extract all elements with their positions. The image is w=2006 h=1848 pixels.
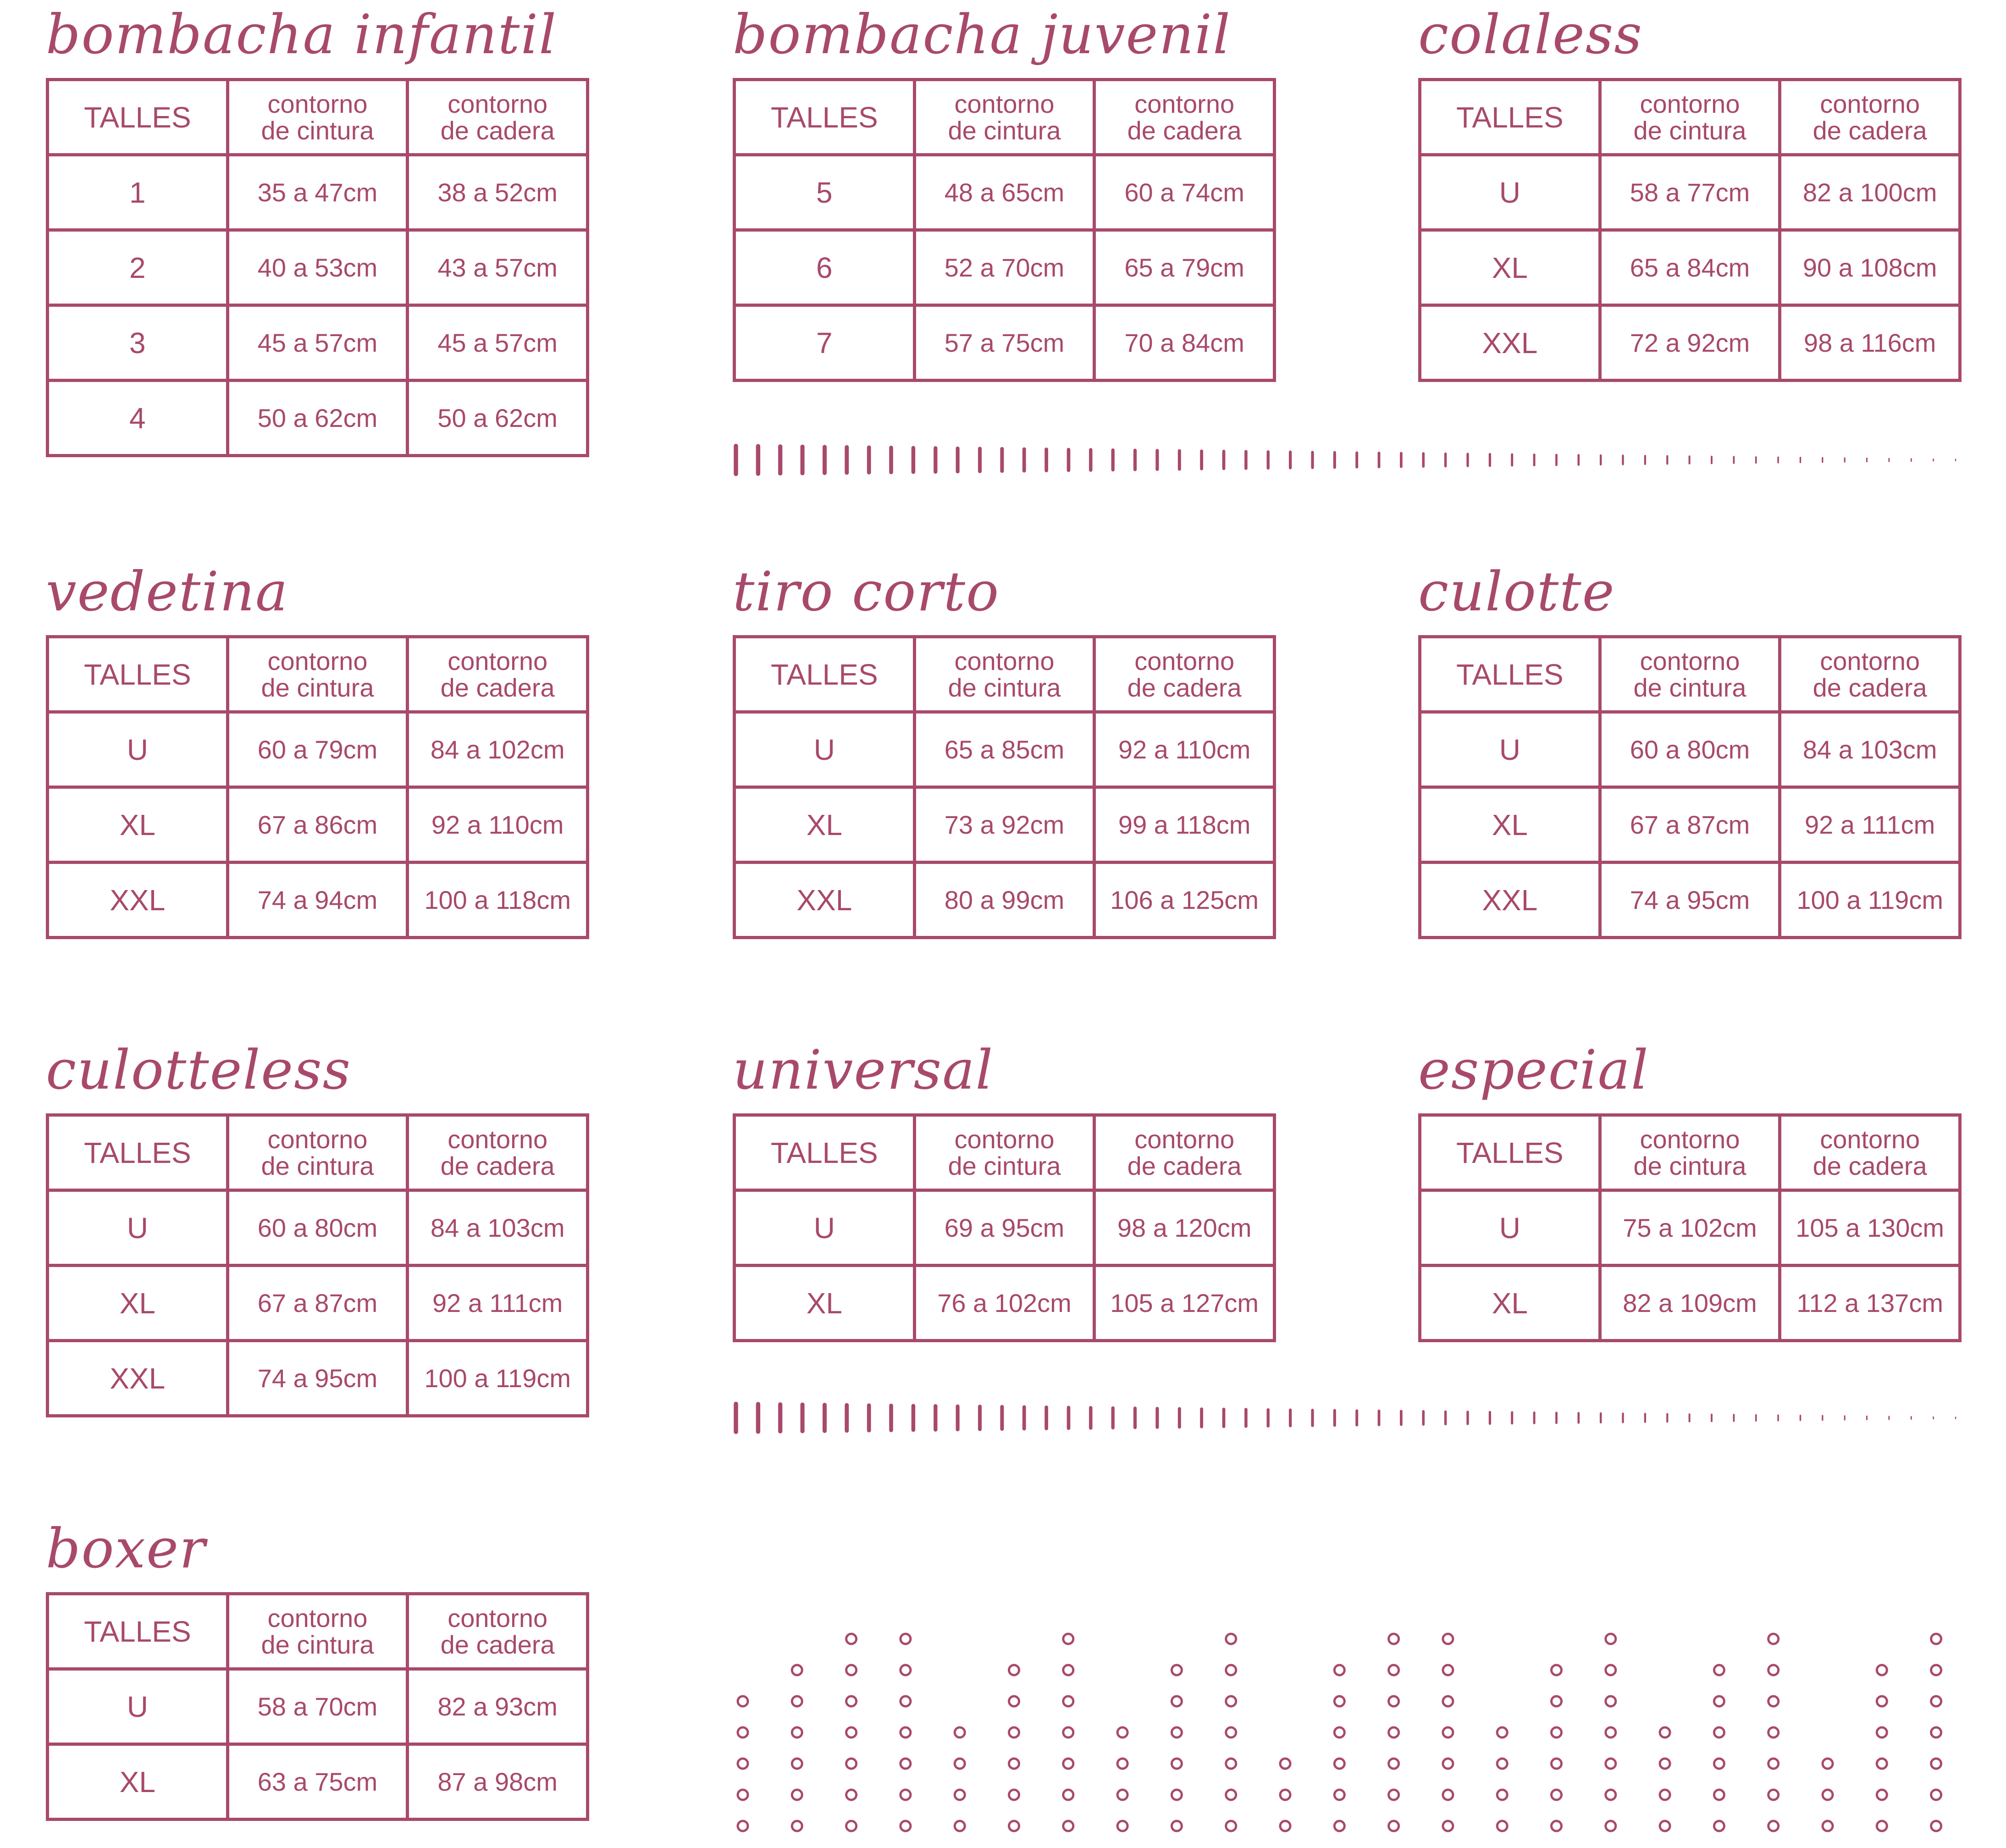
cell-talle: XL	[1420, 230, 1600, 305]
dot-circle	[901, 1821, 911, 1831]
section-title: culotteless	[46, 1038, 352, 1101]
dot-circle	[1117, 1759, 1127, 1769]
dot-circle	[1009, 1759, 1019, 1769]
dot-circle	[1063, 1727, 1073, 1737]
dot-circle	[1931, 1634, 1941, 1644]
dot-circle	[1552, 1790, 1562, 1800]
cell-cadera: 92 a 111cm	[408, 1266, 588, 1341]
dot-circle	[1497, 1727, 1507, 1737]
cell-cadera: 105 a 127cm	[1094, 1266, 1275, 1341]
cell-cadera: 100 a 119cm	[408, 1341, 588, 1416]
dot-circle	[1552, 1665, 1562, 1675]
cell-cintura: 45 a 57cm	[227, 305, 408, 381]
cell-cintura: 72 a 92cm	[1600, 305, 1780, 381]
dot-circle	[1823, 1821, 1833, 1831]
cell-cintura: 60 a 80cm	[227, 1190, 408, 1266]
cell-talle: 2	[48, 230, 228, 305]
dot-circle	[1823, 1790, 1833, 1800]
fading-tick-line-icon	[736, 1404, 1956, 1432]
header-cadera: contorno de cadera	[408, 1594, 588, 1669]
dot-circle	[901, 1759, 911, 1769]
dot-circle	[846, 1696, 857, 1706]
dot-circle	[1334, 1790, 1344, 1800]
dot-circle	[1552, 1696, 1562, 1706]
dot-circle	[1226, 1696, 1236, 1706]
header-cintura: contorno de cintura	[227, 80, 408, 155]
dot-circle	[1606, 1790, 1616, 1800]
cell-talle: XL	[48, 1266, 228, 1341]
header-cadera: contorno de cadera	[408, 637, 588, 712]
dot-circle	[792, 1759, 802, 1769]
dot-circle	[1768, 1821, 1779, 1831]
dot-circle	[1389, 1665, 1399, 1675]
dot-circle	[1063, 1696, 1073, 1706]
dot-circle	[1714, 1665, 1724, 1675]
header-cadera: contorno de cadera	[1780, 637, 1960, 712]
dot-circle	[1389, 1821, 1399, 1831]
dot-circle	[846, 1759, 857, 1769]
dot-circle	[846, 1821, 857, 1831]
dot-circle	[1009, 1696, 1019, 1706]
dot-circle	[1280, 1821, 1290, 1831]
dot-circle	[846, 1790, 857, 1800]
cell-talle: XL	[48, 787, 228, 863]
cell-talle: XXL	[735, 863, 915, 938]
header-talles: TALLES	[735, 637, 915, 712]
dot-circle	[1009, 1790, 1019, 1800]
dot-circle	[792, 1790, 802, 1800]
dot-circle	[1009, 1727, 1019, 1737]
cell-cintura: 65 a 84cm	[1600, 230, 1780, 305]
dot-circle	[738, 1759, 748, 1769]
dot-circle	[1226, 1727, 1236, 1737]
dot-circle	[1063, 1821, 1073, 1831]
dot-circle	[792, 1821, 802, 1831]
header-cintura: contorno de cintura	[914, 1115, 1094, 1190]
dot-circle	[1931, 1759, 1941, 1769]
cell-cadera: 100 a 119cm	[1780, 863, 1960, 938]
cell-talle: 1	[48, 155, 228, 230]
dot-circle	[1931, 1790, 1941, 1800]
dot-circle	[1768, 1759, 1779, 1769]
dot-circle	[1552, 1727, 1562, 1737]
section-title: culotte	[1418, 560, 1615, 623]
cell-cintura: 67 a 86cm	[227, 787, 408, 863]
dot-circle	[955, 1759, 965, 1769]
dot-circle	[1660, 1790, 1670, 1800]
dot-circle	[1606, 1634, 1616, 1644]
header-cadera: contorno de cadera	[1094, 80, 1275, 155]
cell-talle: U	[1420, 1190, 1600, 1266]
header-cintura: contorno de cintura	[227, 637, 408, 712]
dot-circle	[1552, 1821, 1562, 1831]
header-cintura: contorno de cintura	[1600, 80, 1780, 155]
cell-cadera: 99 a 118cm	[1094, 787, 1275, 863]
cell-cadera: 50 a 62cm	[408, 381, 588, 456]
dot-circle	[1389, 1727, 1399, 1737]
header-cadera: contorno de cadera	[1780, 1115, 1960, 1190]
dot-circle	[1389, 1790, 1399, 1800]
cell-talle: XL	[735, 787, 915, 863]
cell-talle: 3	[48, 305, 228, 381]
dot-circle	[955, 1821, 965, 1831]
dot-circle	[1009, 1665, 1019, 1675]
header-cadera: contorno de cadera	[408, 1115, 588, 1190]
cell-cintura: 60 a 79cm	[227, 712, 408, 787]
cell-cadera: 43 a 57cm	[408, 230, 588, 305]
header-talles: TALLES	[735, 1115, 915, 1190]
dot-circle	[1823, 1759, 1833, 1769]
dot-circle	[846, 1634, 857, 1644]
dot-circle	[1334, 1665, 1344, 1675]
dot-circle	[1714, 1759, 1724, 1769]
dot-circle	[1877, 1727, 1887, 1737]
dot-circle	[1063, 1665, 1073, 1675]
section-title: vedetina	[46, 560, 289, 623]
cell-cintura: 58 a 77cm	[1600, 155, 1780, 230]
header-talles: TALLES	[48, 80, 228, 155]
cell-talle: XL	[1420, 1266, 1600, 1341]
dot-circle	[1768, 1665, 1779, 1675]
dot-circle	[1063, 1634, 1073, 1644]
section-title: bombacha juvenil	[733, 3, 1231, 66]
dot-circle	[1117, 1821, 1127, 1831]
dot-circle	[1443, 1696, 1453, 1706]
dot-circle	[1172, 1759, 1182, 1769]
dot-circle	[1660, 1759, 1670, 1769]
dot-circle	[792, 1727, 802, 1737]
cell-cadera: 84 a 103cm	[408, 1190, 588, 1266]
cell-cintura: 50 a 62cm	[227, 381, 408, 456]
header-talles: TALLES	[1420, 80, 1600, 155]
cell-talle: XXL	[1420, 305, 1600, 381]
dot-circle	[1931, 1696, 1941, 1706]
header-cadera: contorno de cadera	[1094, 637, 1275, 712]
cell-cintura: 48 a 65cm	[914, 155, 1094, 230]
dot-circle	[738, 1821, 748, 1831]
dot-circle	[1497, 1821, 1507, 1831]
dot-circle	[846, 1727, 857, 1737]
dot-circle	[1714, 1696, 1724, 1706]
fading-tick-line-icon	[736, 446, 1956, 474]
cell-talle: XXL	[1420, 863, 1600, 938]
cell-cintura: 75 a 102cm	[1600, 1190, 1780, 1266]
header-cadera: contorno de cadera	[1094, 1115, 1275, 1190]
cell-talle: XL	[735, 1266, 915, 1341]
cell-cadera: 70 a 84cm	[1094, 305, 1275, 381]
cell-cadera: 45 a 57cm	[408, 305, 588, 381]
cell-cintura: 35 a 47cm	[227, 155, 408, 230]
header-cintura: contorno de cintura	[1600, 637, 1780, 712]
dot-circle	[955, 1727, 965, 1737]
dot-circle	[1389, 1696, 1399, 1706]
cell-cadera: 90 a 108cm	[1780, 230, 1960, 305]
dot-circle	[1768, 1696, 1779, 1706]
cell-talle: XL	[1420, 787, 1600, 863]
header-cadera: contorno de cadera	[408, 80, 588, 155]
dot-circle	[1172, 1821, 1182, 1831]
cell-cadera: 82 a 100cm	[1780, 155, 1960, 230]
dot-circle	[1063, 1790, 1073, 1800]
dot-circle	[1931, 1821, 1941, 1831]
cell-cadera: 84 a 102cm	[408, 712, 588, 787]
dot-circle	[1443, 1727, 1453, 1737]
dot-circle	[1606, 1727, 1616, 1737]
dot-circle	[1443, 1790, 1453, 1800]
dot-circle	[1334, 1727, 1344, 1737]
dot-circle	[1334, 1696, 1344, 1706]
dot-circle	[1606, 1696, 1616, 1706]
dot-circle	[1226, 1665, 1236, 1675]
dot-circle	[901, 1665, 911, 1675]
dot-circle	[901, 1727, 911, 1737]
header-cintura: contorno de cintura	[227, 1115, 408, 1190]
header-talles: TALLES	[48, 1594, 228, 1669]
cell-talle: 6	[735, 230, 915, 305]
header-cintura: contorno de cintura	[914, 80, 1094, 155]
dot-circle	[1606, 1821, 1616, 1831]
header-talles: TALLES	[1420, 1115, 1600, 1190]
dot-circle	[1443, 1634, 1453, 1644]
cell-cadera: 60 a 74cm	[1094, 155, 1275, 230]
dot-circle	[792, 1696, 802, 1706]
dot-circle	[1226, 1821, 1236, 1831]
cell-talle: 5	[735, 155, 915, 230]
section-title: universal	[733, 1038, 994, 1101]
cell-cadera: 92 a 110cm	[408, 787, 588, 863]
dot-circle	[1172, 1665, 1182, 1675]
cell-cintura: 63 a 75cm	[227, 1744, 408, 1820]
dot-circle	[1606, 1759, 1616, 1769]
section-title: bombacha infantil	[46, 3, 557, 66]
dot-circle	[1768, 1727, 1779, 1737]
dot-circle	[1389, 1759, 1399, 1769]
cell-cintura: 80 a 99cm	[914, 863, 1094, 938]
dot-circle	[1606, 1665, 1616, 1675]
cell-cintura: 65 a 85cm	[914, 712, 1094, 787]
dot-circle	[1877, 1665, 1887, 1675]
section-title: colaless	[1418, 3, 1643, 66]
dot-circle	[1443, 1759, 1453, 1769]
dot-circle	[1280, 1790, 1290, 1800]
cell-talle: XXL	[48, 863, 228, 938]
dot-circle	[1877, 1696, 1887, 1706]
cell-talle: U	[735, 712, 915, 787]
dot-circle	[1768, 1634, 1779, 1644]
cell-cadera: 100 a 118cm	[408, 863, 588, 938]
dot-circle	[846, 1665, 857, 1675]
dot-circle	[1714, 1821, 1724, 1831]
cell-cadera: 106 a 125cm	[1094, 863, 1275, 938]
cell-cadera: 112 a 137cm	[1780, 1266, 1960, 1341]
dot-circle	[1660, 1821, 1670, 1831]
cell-talle: U	[48, 1669, 228, 1744]
dot-circle	[1443, 1821, 1453, 1831]
cell-talle: XL	[48, 1744, 228, 1820]
dot-circle	[1334, 1821, 1344, 1831]
dot-circle	[901, 1634, 911, 1644]
dot-circle	[1334, 1759, 1344, 1769]
cell-cintura: 74 a 94cm	[227, 863, 408, 938]
dot-circle	[1226, 1759, 1236, 1769]
dot-circle	[1063, 1759, 1073, 1769]
cell-talle: 4	[48, 381, 228, 456]
cell-talle: 7	[735, 305, 915, 381]
dot-circle	[901, 1696, 911, 1706]
cell-cintura: 52 a 70cm	[914, 230, 1094, 305]
dot-circle	[1660, 1727, 1670, 1737]
dot-circle	[1877, 1821, 1887, 1831]
header-cintura: contorno de cintura	[914, 637, 1094, 712]
cell-cintura: 67 a 87cm	[1600, 787, 1780, 863]
header-talles: TALLES	[735, 80, 915, 155]
cell-cadera: 87 a 98cm	[408, 1744, 588, 1820]
cell-cintura: 40 a 53cm	[227, 230, 408, 305]
cell-cadera: 98 a 116cm	[1780, 305, 1960, 381]
cell-cintura: 82 a 109cm	[1600, 1266, 1780, 1341]
cell-cintura: 67 a 87cm	[227, 1266, 408, 1341]
cell-cadera: 65 a 79cm	[1094, 230, 1275, 305]
dot-circle	[1280, 1759, 1290, 1769]
cell-cadera: 105 a 130cm	[1780, 1190, 1960, 1266]
cell-cintura: 76 a 102cm	[914, 1266, 1094, 1341]
circle-dot-columns-icon	[738, 1634, 1941, 1831]
dot-circle	[1172, 1790, 1182, 1800]
cell-cintura: 74 a 95cm	[1600, 863, 1780, 938]
header-cintura: contorno de cintura	[227, 1594, 408, 1669]
dot-circle	[955, 1790, 965, 1800]
cell-cintura: 69 a 95cm	[914, 1190, 1094, 1266]
header-talles: TALLES	[48, 1115, 228, 1190]
cell-talle: U	[48, 1190, 228, 1266]
cell-cintura: 58 a 70cm	[227, 1669, 408, 1744]
cell-talle: XXL	[48, 1341, 228, 1416]
cell-cintura: 57 a 75cm	[914, 305, 1094, 381]
dot-circle	[1877, 1759, 1887, 1769]
dot-circle	[1931, 1665, 1941, 1675]
dot-circle	[1714, 1727, 1724, 1737]
section-title: tiro corto	[733, 560, 1000, 623]
dot-circle	[1768, 1790, 1779, 1800]
dot-circle	[1497, 1759, 1507, 1769]
cell-talle: U	[1420, 155, 1600, 230]
dot-circle	[1931, 1727, 1941, 1737]
header-talles: TALLES	[1420, 637, 1600, 712]
cell-talle: U	[735, 1190, 915, 1266]
section-title: especial	[1418, 1038, 1649, 1101]
dot-circle	[738, 1790, 748, 1800]
dot-circle	[1443, 1665, 1453, 1675]
cell-cadera: 82 a 93cm	[408, 1669, 588, 1744]
dot-circle	[1117, 1790, 1127, 1800]
dot-circle	[901, 1790, 911, 1800]
cell-cadera: 84 a 103cm	[1780, 712, 1960, 787]
cell-talle: U	[48, 712, 228, 787]
header-talles: TALLES	[48, 637, 228, 712]
cell-cadera: 92 a 111cm	[1780, 787, 1960, 863]
cell-cadera: 38 a 52cm	[408, 155, 588, 230]
dot-circle	[1172, 1696, 1182, 1706]
dot-circle	[738, 1727, 748, 1737]
dot-circle	[1226, 1790, 1236, 1800]
dot-circle	[1552, 1759, 1562, 1769]
cell-talle: U	[1420, 712, 1600, 787]
cell-cadera: 98 a 120cm	[1094, 1190, 1275, 1266]
dot-circle	[1172, 1727, 1182, 1737]
header-cintura: contorno de cintura	[1600, 1115, 1780, 1190]
cell-cadera: 92 a 110cm	[1094, 712, 1275, 787]
dot-circle	[1497, 1790, 1507, 1800]
cell-cintura: 73 a 92cm	[914, 787, 1094, 863]
dot-circle	[792, 1665, 802, 1675]
dot-circle	[738, 1696, 748, 1706]
dot-circle	[1389, 1634, 1399, 1644]
header-cadera: contorno de cadera	[1780, 80, 1960, 155]
cell-cintura: 60 a 80cm	[1600, 712, 1780, 787]
dot-circle	[1877, 1790, 1887, 1800]
dot-circle	[1226, 1634, 1236, 1644]
dot-circle	[1009, 1821, 1019, 1831]
dot-circle	[1117, 1727, 1127, 1737]
dot-circle	[1714, 1790, 1724, 1800]
section-title: boxer	[46, 1517, 206, 1580]
cell-cintura: 74 a 95cm	[227, 1341, 408, 1416]
